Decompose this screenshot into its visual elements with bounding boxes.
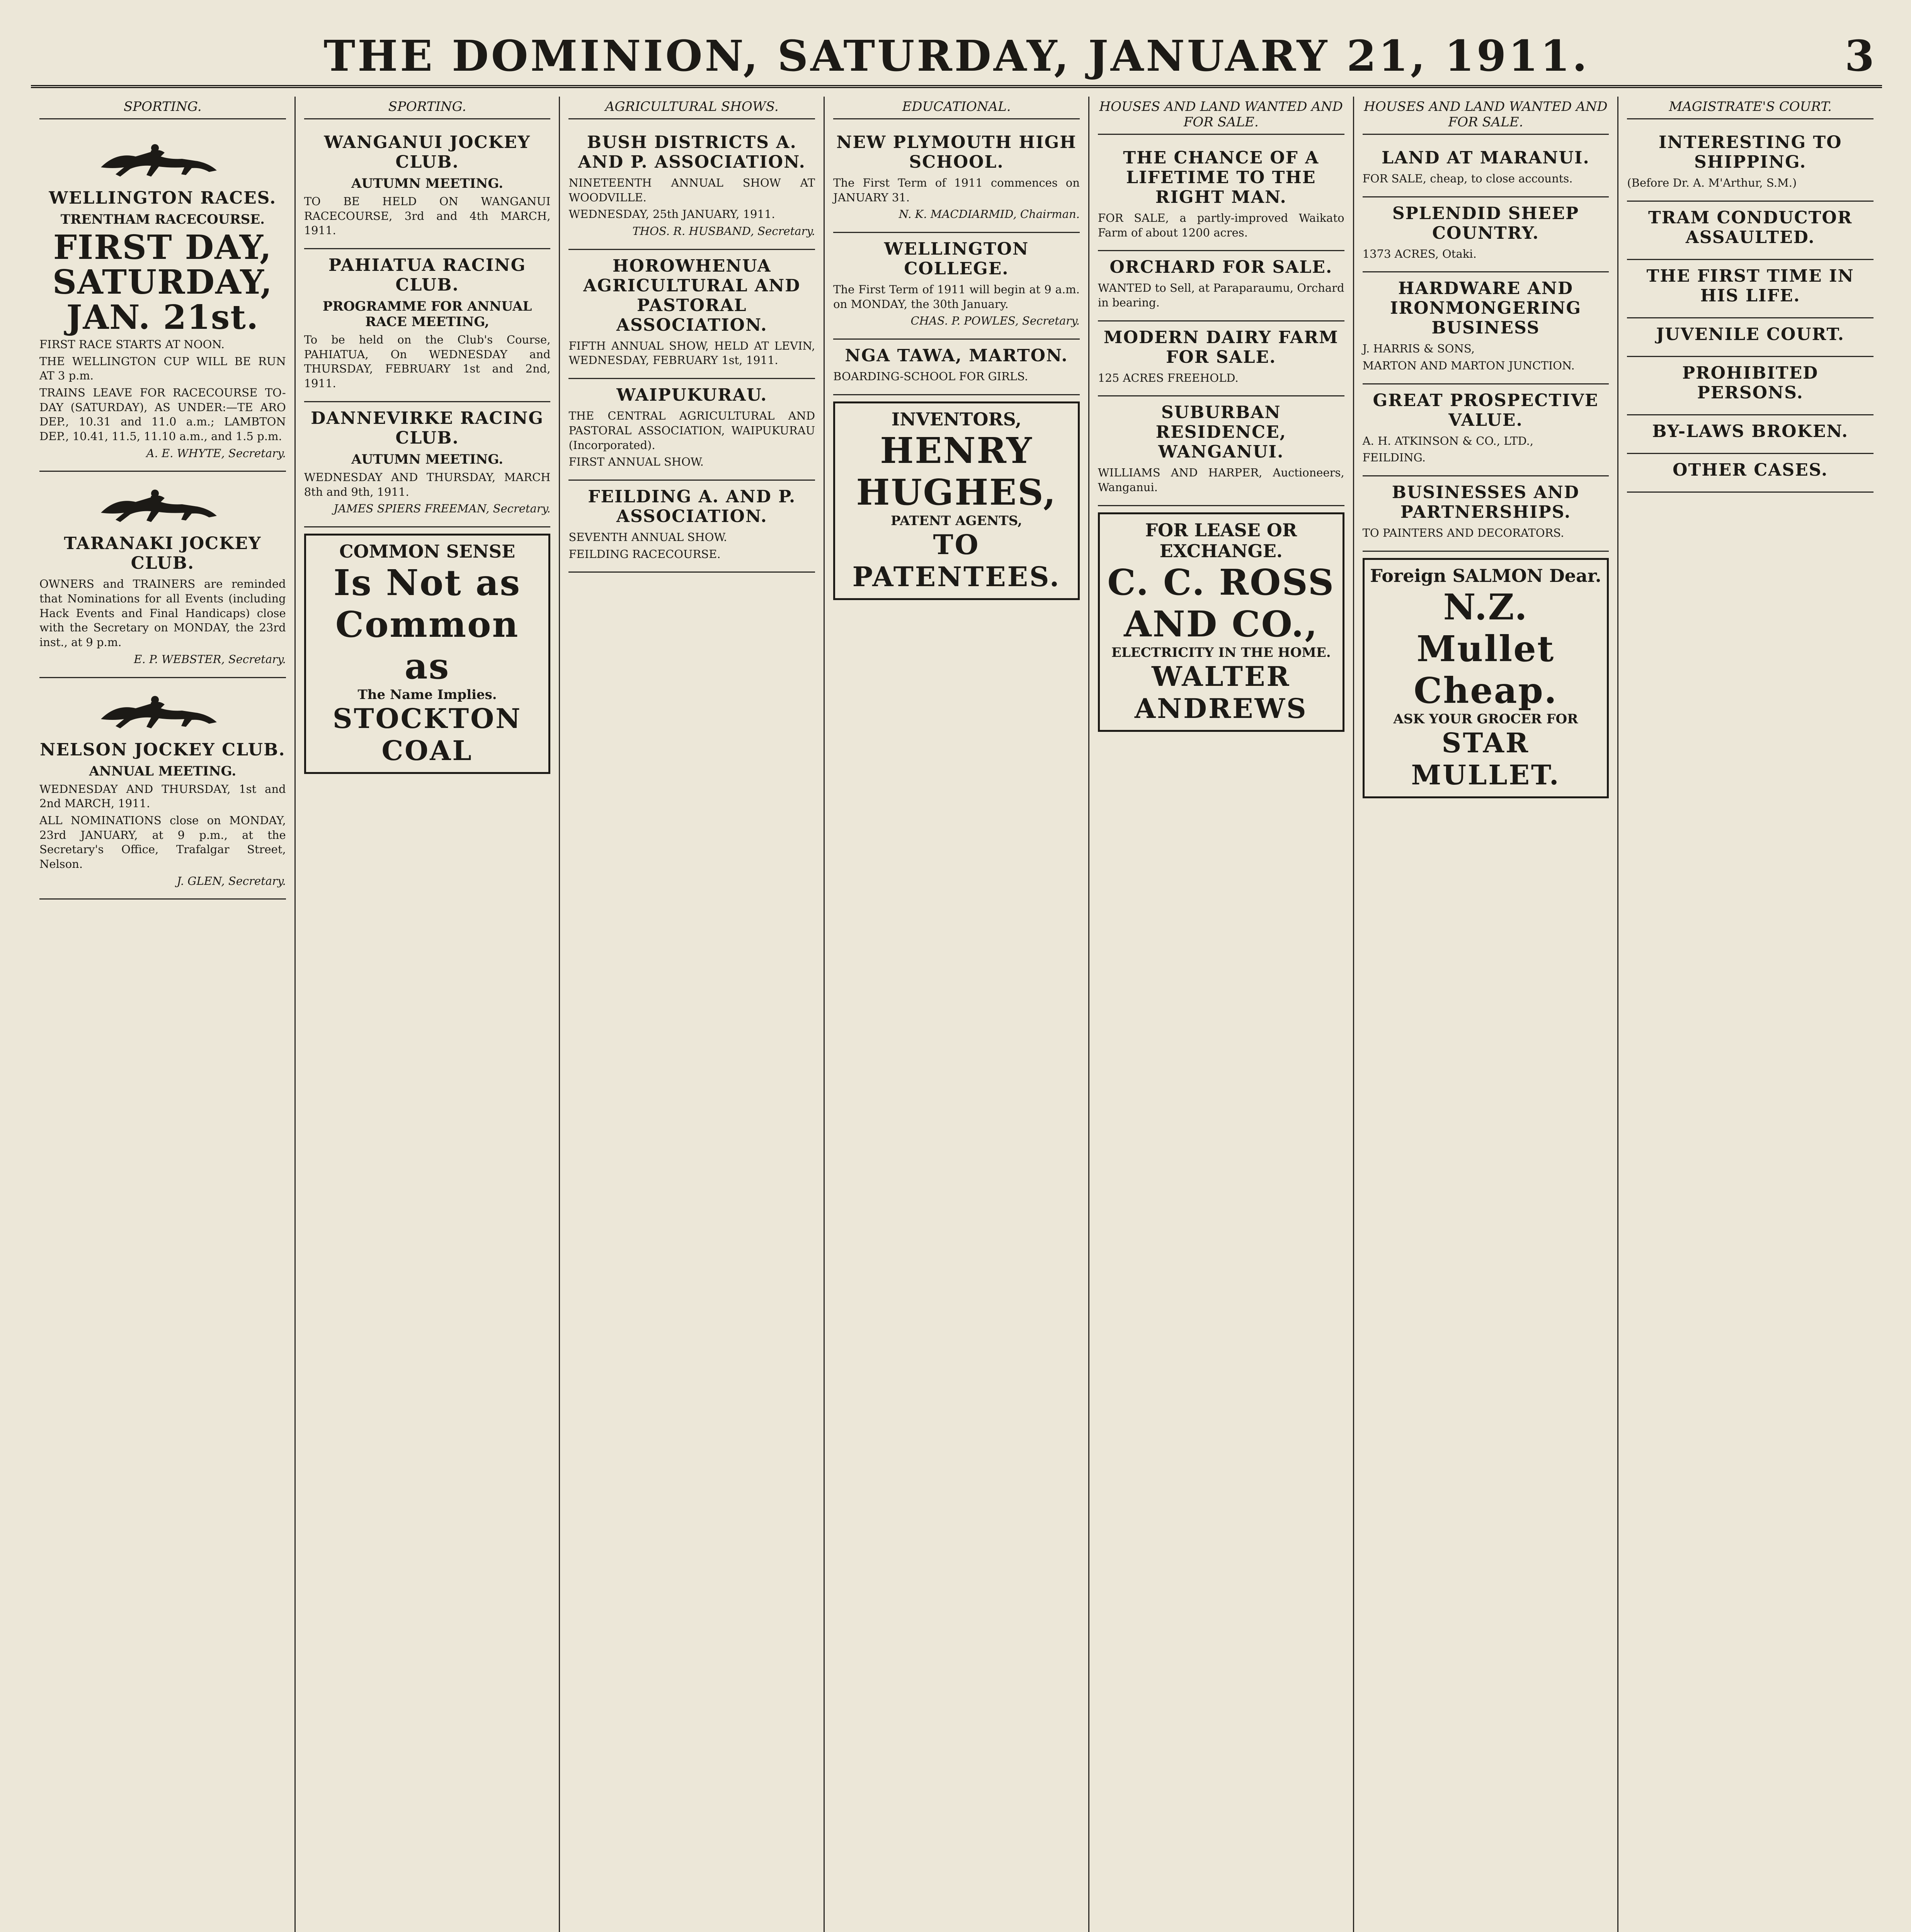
advertisement-text: NINETEENTH ANNUAL SHOW AT WOODVILLE. (568, 176, 815, 204)
display-advertisement-line3: ASK YOUR GROCER FOR (1393, 711, 1578, 727)
advertisement-heading: FEILDING A. AND P. ASSOCIATION. (588, 486, 796, 526)
advertisement-heading: PROHIBITED PERSONS. (1682, 363, 1819, 403)
advertisement (39, 472, 286, 678)
advertisement-text: THE CENTRAL AGRICULTURAL AND PASTORAL ASSOCIATION, WAIPUKURAU (Incorporated). (568, 409, 815, 452)
advertisement-subheading: TRENTHAM RACECOURSE. (60, 212, 265, 227)
advertisement (833, 340, 1080, 395)
advertisement-text: SEVENTH ANNUAL SHOW. (568, 530, 727, 544)
column-3 (560, 97, 825, 1932)
advertisement-text: WEDNESDAY, 25th JANUARY, 1911. (568, 207, 775, 221)
advertisement-heading: ORCHARD FOR SALE. (1110, 257, 1333, 277)
advertisement-signature: N. K. MACDIARMID, Chairman. (898, 207, 1080, 221)
display-advertisement-line2: HENRY HUGHES, (856, 429, 1057, 513)
advertisement-text: MARTON AND MARTON JUNCTION. (1362, 359, 1575, 372)
advertisement-heading: THE CHANCE OF A LIFETIME TO THE RIGHT MAN. (1123, 148, 1319, 207)
advertisement-heading: SPLENDID SHEEP COUNTRY. (1392, 203, 1579, 243)
display-advertisement-line1: Foreign SALMON Dear. (1370, 565, 1601, 586)
display-advertisement (304, 534, 551, 774)
advertisement-heading: JUVENILE COURT. (1656, 324, 1845, 344)
advertisement (1098, 142, 1344, 251)
advertisement-text: A. H. ATKINSON & CO., LTD., (1362, 434, 1533, 447)
advertisement-heading: WELLINGTON COLLEGE. (884, 239, 1029, 279)
advertisement-heading: LAND AT MARANUI. (1382, 148, 1590, 168)
advertisement-subheading: AUTUMN MEETING. (351, 451, 504, 467)
advertisement (1363, 476, 1609, 552)
advertisement (39, 678, 286, 900)
advertisement-text: FOR SALE, a partly-improved Waikato Farm of about 1200 acres. (1098, 211, 1344, 239)
advertisement-subheading: AUTUMN MEETING. (351, 176, 504, 191)
advertisement (1627, 357, 1874, 415)
page-title: THE DOMINION, SATURDAY, JANUARY 21, 1911. (323, 31, 1589, 81)
display-advertisement (1363, 558, 1609, 798)
advertisement (1098, 396, 1344, 506)
advertisement-signature: J. GLEN, Secretary. (177, 874, 286, 888)
display-advertisement-line2: N.Z. Mullet Cheap. (1414, 586, 1558, 711)
display-advertisement-line2: Is Not as Common as (333, 561, 521, 687)
display-advertisement-line3: ELECTRICITY IN THE HOME. (1111, 645, 1331, 660)
column-7 (1618, 97, 1882, 1932)
advertisement-signature: CHAS. P. POWLES, Secretary. (910, 314, 1080, 328)
display-advertisement-line4: WALTER ANDREWS (1134, 660, 1308, 724)
advertisement-text: TO BE HELD ON WANGANUI RACECOURSE, 3rd and 4th MARCH, 1911. (304, 195, 551, 237)
column-2 (296, 97, 560, 1932)
advertisement-heading: SUBURBAN RESIDENCE, WANGANUI. (1155, 403, 1286, 462)
display-advertisement-line4: TO PATENTEES. (852, 528, 1061, 593)
advertisement-text: WANTED to Sell, at Paraparaumu, Orchard in bearing. (1098, 281, 1344, 310)
column-heading: EDUCATIONAL. (833, 97, 1080, 119)
advertisement (568, 126, 815, 250)
advertisement-signature: E. P. WEBSTER, Secretary. (134, 652, 286, 666)
advertisement (568, 481, 815, 573)
advertisement (1627, 126, 1874, 202)
advertisement (1627, 318, 1874, 357)
advertisement-heading: NGA TAWA, MARTON. (845, 346, 1068, 366)
advertisement-heading: BY-LAWS BROKEN. (1652, 421, 1848, 441)
advertisement-heading: PAHIATUA RACING CLUB. (328, 255, 526, 295)
advertisement-text: FOR SALE, cheap, to close accounts. (1362, 172, 1573, 185)
column-heading: SPORTING. (39, 97, 286, 119)
advertisement-text: The First Term of 1911 will begin at 9 a.m. on MONDAY, the 30th January. (833, 283, 1080, 311)
advertisement-text: 1373 ACRES, Otaki. (1362, 247, 1477, 260)
display-advertisement-line1: COMMON SENSE (339, 541, 516, 562)
column-5 (1089, 97, 1354, 1932)
advertisement (1627, 415, 1874, 454)
advertisement-text: FIRST ANNUAL SHOW. (568, 455, 704, 469)
page-number: 3 (1845, 31, 1874, 81)
horse-race-icon (39, 133, 286, 188)
advertisement (568, 250, 815, 379)
advertisement-text: OWNERS and TRAINERS are reminded that Nominations for all Events (including Hack Events and Final Handicaps) close with the Secretary on MONDAY, the 23rd inst., at 9 p.m. (39, 577, 286, 649)
advertisement (1363, 384, 1609, 476)
advertisement-signature: THOS. R. HUSBAND, Secretary. (632, 224, 815, 238)
advertisement-text: (Before Dr. A. M'Arthur, S.M.) (1627, 176, 1797, 189)
display-advertisement (833, 401, 1080, 600)
advertisement-heading: TRAM CONDUCTOR ASSAULTED. (1648, 207, 1853, 247)
advertisement-heading: THE FIRST TIME IN HIS LIFE. (1646, 266, 1854, 306)
column-heading: HOUSES AND LAND WANTED AND FOR SALE. (1098, 97, 1344, 135)
display-advertisement-line3: PATENT AGENTS, (891, 513, 1022, 529)
display-advertisement-line1: FOR LEASE OR EXCHANGE. (1145, 519, 1297, 561)
advertisement (1363, 197, 1609, 273)
column-1 (31, 97, 296, 1932)
column-heading: MAGISTRATE'S COURT. (1627, 97, 1874, 119)
advertisement-text: WILLIAMS AND HARPER, Auctioneers, Wanganui. (1098, 466, 1344, 494)
advertisement-heading: HARDWARE AND IRONMONGERING BUSINESS (1390, 279, 1581, 338)
advertisement-text: TO PAINTERS AND DECORATORS. (1362, 526, 1564, 540)
advertisement (1363, 142, 1609, 197)
advertisement (1627, 454, 1874, 493)
advertisement-text: J. HARRIS & SONS, (1362, 342, 1475, 355)
advertisement (1363, 272, 1609, 384)
masthead (31, 23, 1882, 88)
advertisement-heading: WANGANUI JOCKEY CLUB. (324, 133, 531, 172)
advertisement-text: BOARDING-SCHOOL FOR GIRLS. (833, 370, 1028, 383)
advertisement-heading: WAIPUKURAU. (616, 385, 767, 405)
advertisement-text: FEILDING RACECOURSE. (568, 547, 721, 561)
advertisement (568, 379, 815, 481)
advertisement-heading: GREAT PROSPECTIVE VALUE. (1373, 390, 1599, 430)
advertisement-heading: HOROWHENUA AGRICULTURAL AND PASTORAL ASSOCIATION. (583, 256, 801, 335)
advertisement (304, 402, 551, 527)
display-advertisement-line2: C. C. ROSS AND CO., (1107, 561, 1335, 645)
advertisement-heading: BUSINESSES AND PARTNERSHIPS. (1392, 483, 1580, 522)
display-advertisement-line3: The Name Implies. (357, 687, 497, 702)
column-4 (825, 97, 1089, 1932)
advertisement-text: FIRST DAY, SATURDAY, JAN. 21st. (52, 228, 273, 337)
columns (31, 97, 1882, 1932)
advertisement-text: WEDNESDAY AND THURSDAY, MARCH 8th and 9th, 1911. (304, 470, 551, 498)
advertisement (304, 249, 551, 402)
advertisement (833, 233, 1080, 340)
advertisement-text: 125 ACRES FREEHOLD. (1098, 371, 1239, 384)
advertisement (1098, 251, 1344, 321)
display-advertisement-line4: STAR MULLET. (1411, 726, 1560, 791)
display-advertisement-line1: INVENTORS, (891, 408, 1022, 430)
advertisement-text: THE WELLINGTON CUP WILL BE RUN AT 3 p.m. (39, 354, 286, 383)
column-heading: HOUSES AND LAND WANTED AND FOR SALE. (1363, 97, 1609, 135)
advertisement-heading: TARANAKI JOCKEY CLUB. (64, 534, 262, 573)
advertisement-text: FIRST RACE STARTS AT NOON. (39, 337, 225, 351)
horse-race-icon (39, 684, 286, 740)
advertisement-text: TRAINS LEAVE FOR RACECOURSE TO-DAY (SATURDAY), AS UNDER:—TE ARO DEP., 10.31 and 11.0 a.m.; LAMBTON DEP., 10.41, 11.5, 11.10 a.m., and 1.5 p.m. (39, 386, 286, 443)
horse-race-icon (39, 478, 286, 534)
advertisement-heading: DANNEVIRKE RACING CLUB. (311, 408, 544, 448)
advertisement (833, 126, 1080, 233)
advertisement-text: WEDNESDAY AND THURSDAY, 1st and 2nd MARCH, 1911. (39, 782, 286, 810)
advertisement-heading: BUSH DISTRICTS A. AND P. ASSOCIATION. (578, 133, 806, 172)
advertisement-signature: A. E. WHYTE, Secretary. (146, 446, 286, 460)
advertisement-text: To be held on the Club's Course, PAHIATUA, On WEDNESDAY and THURSDAY, FEBRUARY 1st and 2nd, 1911. (304, 333, 551, 390)
advertisement (39, 126, 286, 472)
advertisement-signature: JAMES SPIERS FREEMAN, Secretary. (334, 502, 551, 515)
advertisement (304, 126, 551, 249)
advertisement-heading: INTERESTING TO SHIPPING. (1658, 133, 1842, 172)
advertisement-subheading: ANNUAL MEETING. (89, 763, 237, 779)
advertisement-subheading: PROGRAMME FOR ANNUAL RACE MEETING, (322, 299, 532, 330)
advertisement-text: ALL NOMINATIONS close on MONDAY, 23rd JANUARY, at 9 p.m., at the Secretary's Office, Trafalgar Street, Nelson. (39, 813, 286, 871)
advertisement (1627, 260, 1874, 318)
column-heading: AGRICULTURAL SHOWS. (568, 97, 815, 119)
display-advertisement (1098, 512, 1344, 732)
advertisement-text: FIFTH ANNUAL SHOW, HELD AT LEVIN, WEDNESDAY, FEBRUARY 1st, 1911. (568, 339, 815, 367)
advertisement (1627, 202, 1874, 260)
advertisement-heading: OTHER CASES. (1673, 460, 1828, 480)
advertisement-text: The First Term of 1911 commences on JANUARY 31. (833, 176, 1080, 204)
advertisement (1098, 321, 1344, 397)
advertisement-text: FEILDING. (1362, 451, 1426, 464)
column-heading: SPORTING. (304, 97, 551, 119)
advertisement-heading: MODERN DAIRY FARM FOR SALE. (1103, 327, 1339, 367)
advertisement-heading: NEW PLYMOUTH HIGH SCHOOL. (836, 133, 1077, 172)
column-6 (1354, 97, 1619, 1932)
display-advertisement-line4: STOCKTON COAL (332, 702, 522, 767)
advertisement-heading: NELSON JOCKEY CLUB. (40, 740, 286, 760)
advertisement-heading: WELLINGTON RACES. (49, 188, 277, 208)
